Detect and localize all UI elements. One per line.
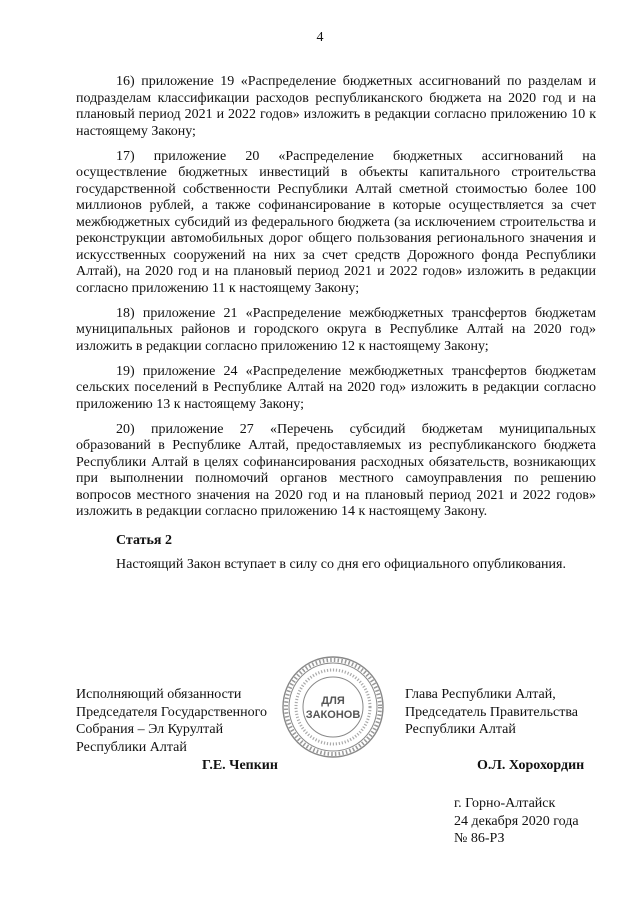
list-item: 16) приложение 19 «Распределение бюджетных ассигнований по разделам и подразделам классификации расходов республиканского бюджета на 2020 год и на плановый период 2021 и 2022 годов» изложить в редакции согласно приложению 10 к настоящему Закону; bbox=[76, 74, 596, 139]
signature-line: Собрания – Эл Курултай bbox=[76, 722, 224, 737]
city: г. Горно-Алтайск bbox=[454, 796, 556, 811]
list-item: 17) приложение 20 «Распределение бюджетных ассигнований на осуществление бюджетных инвестиций в объекты капитального строительства государственной собственности Республики Алтай сметной стоимостью более 100 миллионов рублей, а также софинансирование в которые осуществляется за счет межбюджетных субсидий из федерального бюджета (за исключением строительства и реконструкции автомобильных дорог общего пользования регионального значения и искусственных сооружений на них за счет средств Дорожного фонда Республики Алтай), на 2020 год и на плановый период 2021 и 2022 годов» изложить в редакции согласно приложению 11 к настоящему Закону; bbox=[76, 148, 596, 296]
law-number: № 86-РЗ bbox=[454, 831, 505, 846]
signature-line: Республики Алтай bbox=[76, 739, 187, 755]
place-and-date bbox=[454, 795, 579, 848]
stamp-text: ЗАКОНОВ bbox=[305, 709, 361, 721]
stamp-text: ДЛЯ bbox=[321, 695, 345, 707]
document-body bbox=[76, 74, 596, 582]
date: 24 декабря 2020 года bbox=[454, 813, 579, 829]
signature-line: Республики Алтай bbox=[405, 722, 516, 737]
signature-line: Глава Республики Алтай, bbox=[405, 687, 556, 702]
signature-line: Исполняющий обязанности bbox=[76, 687, 242, 702]
page-number: 4 bbox=[316, 30, 324, 45]
signature-right-title bbox=[405, 686, 578, 739]
list-item: 18) приложение 21 «Распределение межбюджетных трансфертов бюджетам муниципальных районов и городского округа в Республике Алтай на 2020 год» изложить в редакции согласно приложению 12 к настоящему Закону; bbox=[76, 305, 596, 354]
article-heading: Статья 2 bbox=[116, 532, 172, 548]
official-stamp bbox=[280, 654, 386, 760]
signatory-right-name: О.Л. Хорохордин bbox=[477, 758, 585, 773]
signatory-left-name: Г.Е. Чепкин bbox=[202, 758, 278, 773]
signature-line: Председатель Правительства bbox=[405, 704, 578, 720]
list-item: 19) приложение 24 «Распределение межбюджетных трансфертов бюджетам сельских поселений в Республике Алтай на 2020 год» изложить в редакции согласно приложению 13 к настоящему Закону; bbox=[76, 363, 596, 412]
signature-line: Председателя Государственного bbox=[76, 704, 268, 720]
list-item: 20) приложение 27 «Перечень субсидий бюджетам муниципальных образований в Республике Алтай, предоставляемых из республиканского бюджета Республики Алтай в целях софинансирования расходных обязательств, возникающих при выполнении полномочий органов местного самоуправления по решению вопросов местного значения на 2020 год и на плановый период 2021 и 2022 годов» изложить в редакции согласно приложению 14 к настоящему Закону. bbox=[76, 421, 596, 519]
signature-left-title bbox=[76, 686, 267, 756]
article-text: Настоящий Закон вступает в силу со дня его официального опубликования. bbox=[116, 556, 566, 572]
